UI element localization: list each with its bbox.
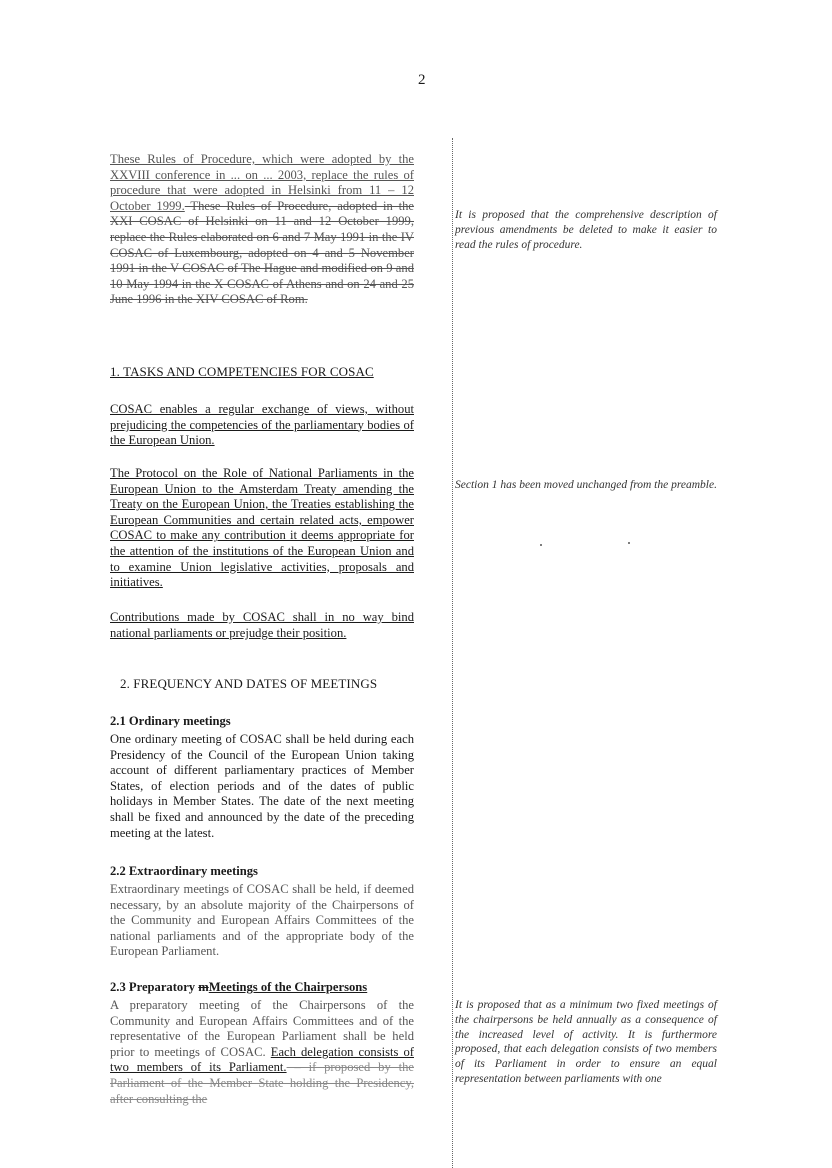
scan-speck (540, 544, 542, 546)
subsection-2-1-paragraph (110, 732, 414, 841)
comment-note-1: It is proposed that the comprehensive description of previous amendments be deleted to make it easier to read the rules of procedure. (455, 209, 717, 251)
subsection-2-1-title: 2.1 Ordinary meetings (110, 714, 231, 728)
section-1-paragraph-2 (110, 466, 414, 591)
section-1-paragraph-3 (110, 610, 414, 641)
comment-note-3: It is proposed that as a minimum two fixed meetings of the chairpersons be held annually as a consequence of the increased level of activity. It is furthermore proposed, that each delegation consists of two members of its Parliament in order to ensure an equal representation between parliaments with one (455, 999, 717, 1085)
subsection-2-3-paragraph (110, 998, 414, 1107)
section-1-paragraph-1 (110, 402, 414, 449)
section-1-text-2: The Protocol on the Role of National Parliaments in the European Union to the Amsterdam Treaty amending the Treaty on the European Union, the Treaties establishing the European Communities and certain related acts, empower COSAC to make any contribution it deems appropriate for the attention of the institutions of the European Union and to examine Union legislative activities, proposals and initiatives. (110, 466, 414, 590)
preamble-new-text: These Rules of Procedure, which were adopted by the XXVIII conference in ... on ... 2003, replace the rules of procedure that were adopted in Helsinki from 11 – 12 October 1999. (110, 152, 414, 213)
subsection-2-3-title-part-b: Meetings of the Chairpersons (208, 980, 368, 994)
subsection-2-1-text: One ordinary meeting of COSAC shall be held during each Presidency of the Council of the European Union taking account of different parliamentary practices of Member States, of election periods and of the dates of public holidays in Member States. The date of the next meeting shall be fixed and announced by the date of the preceding meeting at the latest. (110, 732, 414, 840)
section-1-text-3: Contributions made by COSAC shall in no way bind national parliaments or prejudge their position. (110, 610, 414, 640)
comment-column (452, 138, 718, 1168)
subsection-2-3-title-part-a: 2.3 Preparatory (110, 980, 199, 994)
subsection-2-3-text: A preparatory meeting of the Chairpersons of the Community and European Affairs Committees and of the representative of the European Parliament shall be held prior to meetings of COSAC. (110, 998, 414, 1059)
subsection-2-2-text: Extraordinary meetings of COSAC shall be held, if deemed necessary, by an absolute majority of the Chairpersons of the Community and European Affairs Committees of the national parliaments and of the appropriate body of the European Parliament. (110, 882, 414, 959)
section-2-heading (120, 676, 424, 692)
subsection-2-3-deleted-text: – if proposed by the Parliament of the Member State holding the Presidency, after consulting the (110, 1060, 414, 1106)
preamble-paragraph (110, 152, 414, 308)
subsection-2-3-added-text: Each delegation consists of two members of its Parliament. (110, 1044, 414, 1075)
scan-speck (628, 542, 630, 544)
section-2-heading-text: 2. FREQUENCY AND DATES OF MEETINGS (120, 676, 378, 691)
page-number: 2 (418, 72, 426, 88)
subsection-2-3-title (110, 980, 367, 996)
section-1-heading (110, 364, 414, 380)
preamble-deleted-text: These Rules of Procedure, adopted in the XXI COSAC of Helsinki on 11 and 12 October 1999, replace the Rules elaborated on 6 and 7 May 1991 in the IV COSAC of Luxembourg, adopted on 4 and 5 November 1991 in the V COSAC of The Hague and modified on 9 and 10 May 1994 in the X COSAC of Athens and on 24 and 25 June 1996 in the XIV COSAC of Rom. (110, 198, 415, 307)
section-1-heading-text: 1. TASKS AND COMPETENCIES FOR COSAC (110, 364, 374, 379)
section-1-text-1: COSAC enables a regular exchange of views, without prejudicing the competencies of the parliamentary bodies of the European Union. (110, 402, 414, 448)
subsection-2-3-title-deleted: m (198, 980, 209, 994)
subsection-2-2-title: 2.2 Extraordinary meetings (110, 864, 258, 878)
comment-note-2: Section 1 has been moved unchanged from the preamble. (455, 479, 717, 491)
subsection-2-2-paragraph (110, 882, 414, 960)
